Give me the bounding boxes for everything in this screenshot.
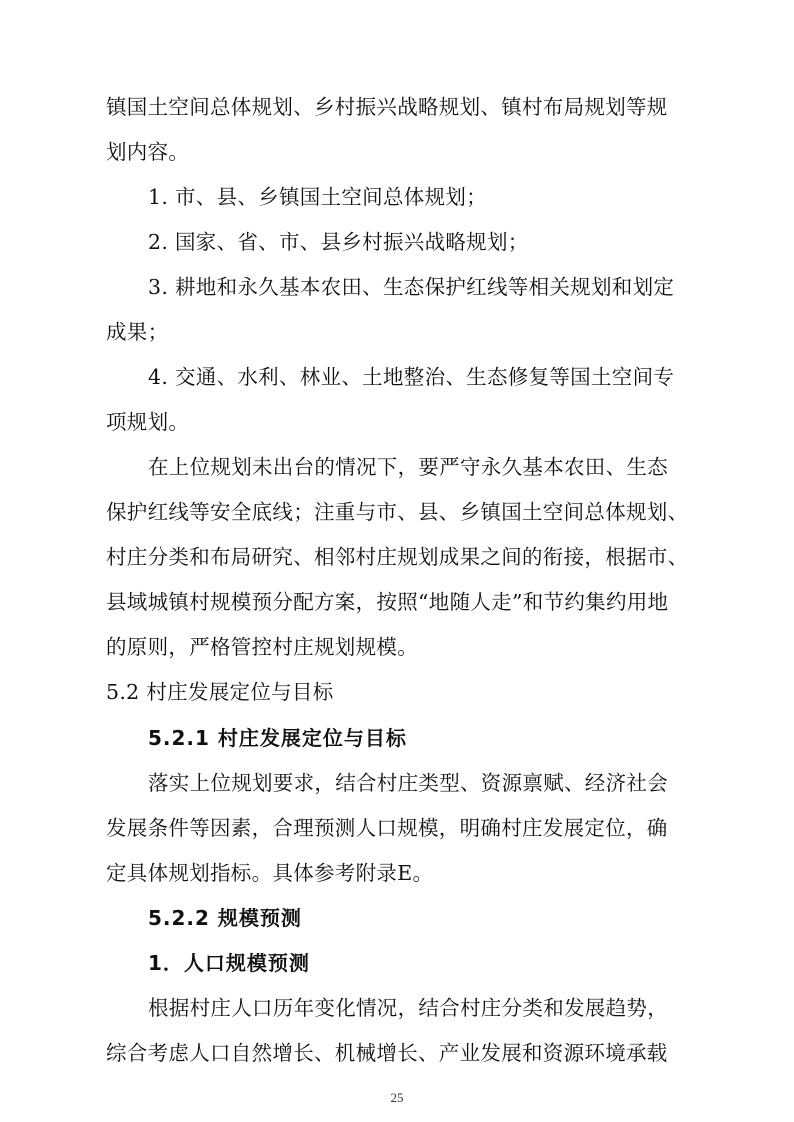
body-text-line: 项规划。 [106, 410, 190, 434]
body-text-line: 定具体规划指标。具体参考附录E。 [106, 861, 434, 885]
body-text-line: 成果； [106, 320, 169, 344]
body-text-line: 镇国土空间总体规划、乡村振兴战略规划、镇村布局规划等规 [106, 95, 668, 119]
list-item: 2. 国家、省、市、县乡村振兴战略规划； [148, 230, 529, 254]
item-heading: 1．人口规模预测 [148, 951, 310, 975]
paragraph-line: 落实上位规划要求，结合村庄类型、资源禀赋、经济社会 [148, 771, 668, 795]
paragraph-line: 根据村庄人口历年变化情况，结合村庄分类和发展趋势， [148, 996, 668, 1020]
body-text-line: 村庄分类和布局研究、相邻村庄规划成果之间的衔接，根据市、 [106, 545, 689, 569]
body-text-line: 划内容。 [106, 140, 190, 164]
page-number: 25 [390, 1090, 404, 1105]
list-item: 3. 耕地和永久基本农田、生态保护红线等相关规划和划定 [148, 275, 675, 299]
paragraph-line: 在上位规划未出台的情况下，要严守永久基本农田、生态 [148, 455, 668, 479]
body-text-line: 综合考虑人口自然增长、机械增长、产业发展和资源环境承载 [106, 1041, 668, 1065]
subsection-heading: 5.2.2 规模预测 [148, 906, 302, 930]
list-item: 4. 交通、水利、林业、土地整治、生态修复等国土空间专 [148, 365, 675, 389]
body-text-line: 发展条件等因素，合理预测人口规模，明确村庄发展定位，确 [106, 816, 668, 840]
list-item: 1. 市、县、乡镇国土空间总体规划； [148, 185, 487, 209]
body-text-line: 保护红线等安全底线；注重与市、县、乡镇国土空间总体规划、 [106, 500, 689, 524]
subsection-heading: 5.2.1 村庄发展定位与目标 [148, 726, 407, 750]
body-text-line: 县域城镇村规模预分配方案，按照“地随人走”和节约集约用地 [106, 590, 669, 614]
body-text-line: 的原则，严格管控村庄规划规模。 [106, 635, 418, 659]
section-heading: 5.2 村庄发展定位与目标 [106, 680, 334, 704]
